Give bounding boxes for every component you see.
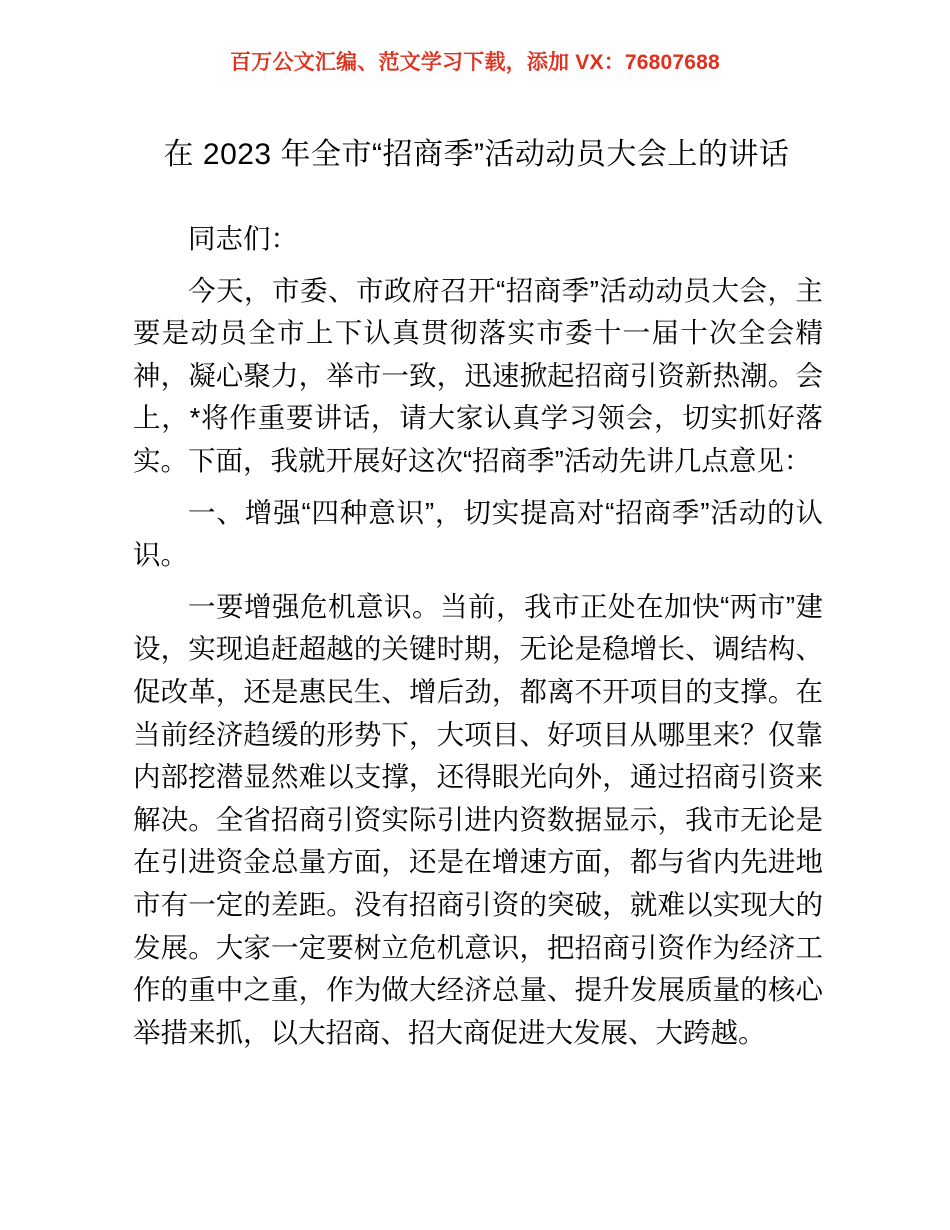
document-title: 在 2023 年全市“招商季”活动动员大会上的讲话 [163,138,790,172]
document-body [133,218,823,1054]
salutation: 同志们： [188,223,298,254]
paragraph-section-one-point-one: 一要增强危机意识。当前，我市正处在加快“两市”建设，实现追赶超越的关键时期，无论是稳增长、调结构、促改革，还是惠民生、增后劲，都离不开项目的支撑。在当前经济趋缓的形势下，大项目、好项目从哪里来？仅靠内部挖潜显然难以支撑，还得眼光向外，通过招商引资来解决。全省招商引资实际引进内资数据显示，我市无论是在引进资金总量方面，还是在增速方面，都与省内先进地市有一定的差距。没有招商引资的突破，就难以实现大的发展。大家一定要树立危机意识，把招商引资作为经济工作的重中之重，作为做大经济总量、提升发展质量的核心举措来抓，以大招商、招大商促进大发展、大跨越。 [133,590,823,1048]
promo-header-text: 百万公文汇编、范文学习下载，添加 VX：76807688 [230,51,720,74]
paragraph-intro: 今天，市委、市政府召开“招商季”活动动员大会，主要是动员全市上下认真贯彻落实市委十一届十次全会精神，凝心聚力，举市一致，迅速掀起招商引资新热潮。会上，*将作重要讲话，请大家认真学习领会，切实抓好落实。下面，我就开展好这次“招商季”活动先讲几点意见： [133,274,823,476]
section-heading-one: 一、增强“四种意识”，切实提高对“招商季”活动的认识。 [133,496,823,571]
